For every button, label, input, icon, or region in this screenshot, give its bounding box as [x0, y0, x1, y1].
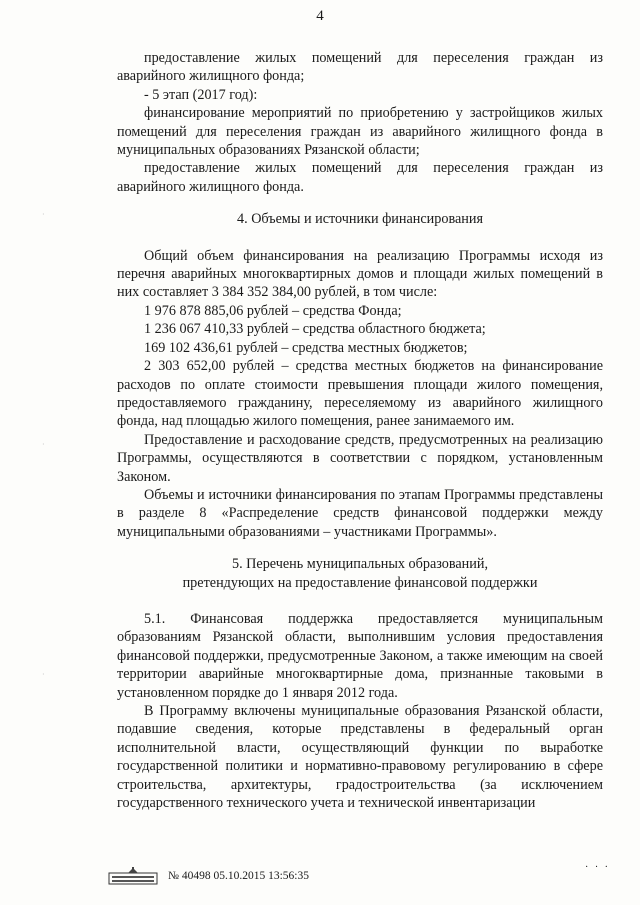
scan-artifact: · — [42, 210, 45, 219]
registration-stamp — [108, 866, 309, 886]
paragraph: В Программу включены муниципальные образования Рязанской области, подавшие сведения, которые представлены в федеральный орган исполнительной власти, осуществляющий функции по выработке государственной политики и нормативно-правовому регулированию в сфере строительства, архитектуры, градостроительства (за исключением государственного технического учета и технической инвентаризации — [117, 703, 603, 812]
document-body — [117, 49, 603, 812]
registration-number: № 40498 05.10.2015 13:56:35 — [168, 870, 309, 882]
paragraph: - 5 этап (2017 год): — [144, 86, 258, 103]
section-heading-5-line2: претендующих на предоставление финансовой поддержки — [182, 574, 538, 591]
paragraph: 1 976 878 885,06 рублей – средства Фонда; — [144, 302, 402, 319]
scan-artifact: · · · — [585, 862, 610, 873]
section-heading-4: 4. Объемы и источники финансирования — [237, 211, 483, 228]
paragraph: 2 303 652,00 рублей – средства местных бюджетов на финансирование расходов по оплате стоимости превышения площади жилого помещения, предоставляемого гражданину, переселяемому из аварийного жилищного фонда, над площадью жилого помещения, ранее занимаемого им. — [117, 358, 603, 430]
paragraph: предоставление жилых помещений для переселения граждан из аварийного жилищного фонда. — [117, 160, 603, 195]
paragraph: Предоставление и расходование средств, предусмотренных на реализацию Программы, осуществляются в соответствии с порядком, установленным Законом. — [117, 431, 603, 485]
paragraph: 169 102 436,61 рублей – средства местных бюджетов; — [144, 339, 468, 356]
seal-icon — [108, 867, 158, 885]
section-heading-5-line1: 5. Перечень муниципальных образований, — [231, 556, 489, 573]
scan-artifact: · — [42, 670, 45, 679]
page-number: 4 — [316, 8, 324, 24]
scan-artifact: · — [42, 440, 45, 449]
paragraph: финансирование мероприятий по приобретению у застройщиков жилых помещений для переселения граждан из аварийного жилищного фонда в муниципальных образованиях Рязанской области; — [117, 105, 603, 159]
paragraph: 5.1. Финансовая поддержка предоставляется муниципальным образованиям Рязанской области, выполнившим условия предоставления финансовой поддержки, предусмотренные Законом, а также имеющим на своей территории аварийные многоквартирные дома, признанные таковыми в установленном порядке до 1 января 2012 года. — [117, 610, 603, 701]
paragraph: Объемы и источники финансирования по этапам Программы представлены в разделе 8 «Распределение средств финансовой поддержки между муниципальными образованиями – участниками Программы». — [117, 486, 603, 540]
paragraph: 1 236 067 410,33 рублей – средства областного бюджета; — [144, 321, 486, 338]
paragraph: Общий объем финансирования на реализацию Программы исходя из перечня аварийных многоквартирных домов и площади жилых помещений в них составляет 3 384 352 384,00 рублей, в том числе: — [117, 247, 603, 301]
paragraph: предоставление жилых помещений для переселения граждан из аварийного жилищного фонда; — [117, 50, 603, 85]
